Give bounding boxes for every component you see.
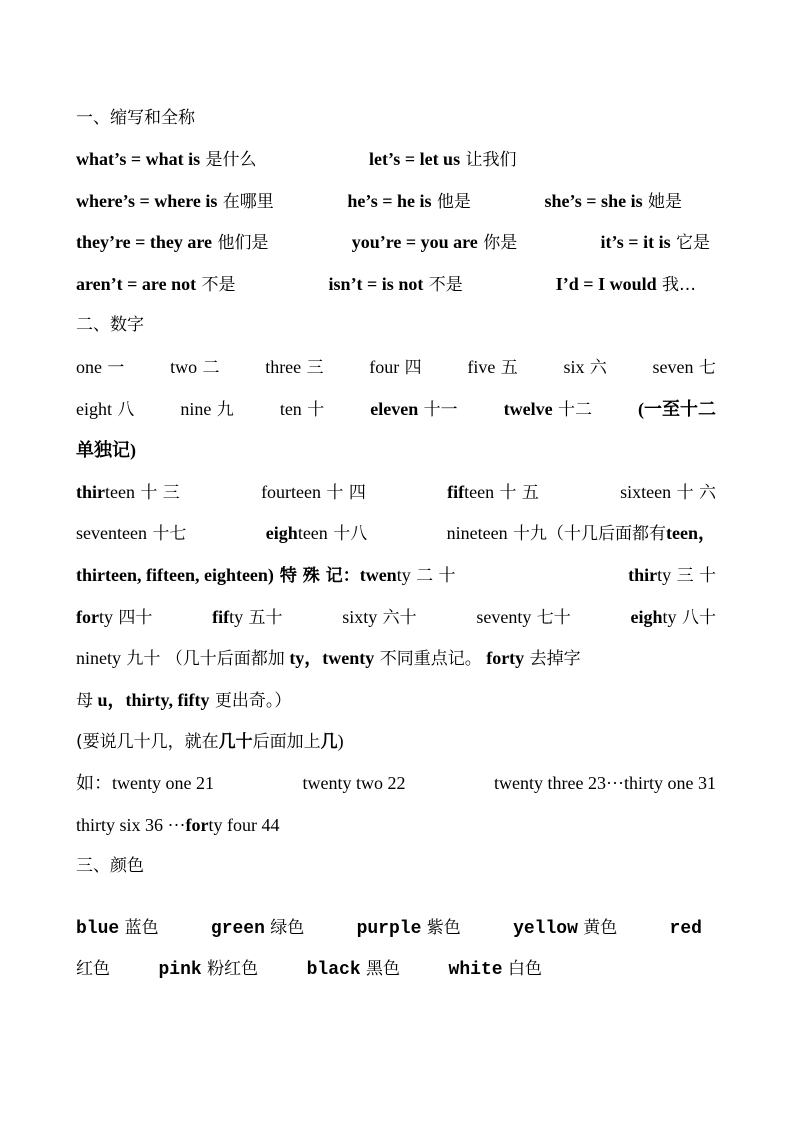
section-title-numbers (76, 313, 144, 337)
abbr-item: they’re = they are 他们是 (76, 232, 269, 253)
abbr-item: where’s = where is 在哪里 (76, 191, 274, 212)
section-title-colors (76, 854, 144, 878)
colors-row-1 (76, 915, 702, 941)
number-item: thirty 三 十 (628, 565, 716, 586)
number-item: seventeen 十七 (76, 523, 187, 544)
example-item: 如：twenty one 21 (76, 773, 214, 793)
number-item: sixty 六十 (342, 607, 417, 628)
number-item: seventy 七十 (476, 607, 571, 628)
special-note: thirteen, fifteen, eighteen) 特 殊 记：twenty 二 十 (76, 565, 456, 586)
example-item: twenty three 23···thirty one 31 (494, 773, 716, 793)
example-item: twenty two 22 (302, 773, 406, 793)
abbr-item: he’s = he is 他是 (347, 191, 471, 212)
number-note: (一至十二 (638, 399, 716, 419)
number-item: two 二 (170, 357, 220, 378)
numbers-row-9: (要说几十几，就在几十后面加上几) (76, 731, 344, 752)
numbers-row-4 (76, 521, 716, 546)
number-item: fifteen 十 五 (447, 482, 539, 503)
numbers-row-11: thirty six 36 ···forty four 44 (76, 815, 280, 835)
abbr-item: aren’t = are not 不是 (76, 274, 236, 295)
number-item: fourteen 十 四 (261, 482, 366, 503)
color-item: black 黑色 (306, 959, 401, 980)
number-item: fifty 五十 (212, 607, 283, 628)
color-item: pink 粉红色 (158, 959, 259, 980)
abbr-item: you’re = you are 你是 (351, 232, 518, 253)
number-item: seven 七 (652, 357, 716, 378)
section-2-title: 二、数字 (76, 315, 144, 335)
abbr-item: let’s = let us 让我们 (369, 149, 517, 170)
numbers-row-2-continued: 单独记) (76, 440, 136, 460)
abbr-item: isn’t = is not 不是 (328, 274, 463, 295)
abbr-row-4 (76, 272, 696, 297)
abbr-item: what’s = what is 是什么 (76, 149, 257, 170)
number-item: forty 四十 (76, 607, 153, 628)
numbers-row-10 (76, 771, 716, 795)
abbr-item: it’s = it is 它是 (600, 232, 710, 253)
number-item: sixteen 十 六 (620, 482, 716, 503)
number-item: thirteen 十 三 (76, 482, 180, 503)
number-item: twelve 十二 (503, 399, 592, 420)
color-item: green 绿色 (210, 918, 305, 939)
number-item: nineteen 十九（十几后面都有teen， (446, 523, 716, 544)
number-item: eighteen 十八 (265, 523, 368, 544)
number-item: five 五 (467, 357, 518, 378)
number-item: three 三 (265, 357, 324, 378)
colors-row-2 (76, 956, 542, 982)
abbr-item: I’d = I would 我… (555, 274, 696, 295)
numbers-row-1 (76, 355, 716, 380)
section-1-title: 一、缩写和全称 (76, 108, 195, 128)
number-item: eleven 十一 (370, 399, 458, 420)
section-3-title: 三、颜色 (76, 856, 144, 876)
number-item: four 四 (369, 357, 422, 378)
numbers-row-2 (76, 397, 716, 422)
abbr-row-3 (76, 230, 710, 255)
color-item: yellow 黄色 (513, 918, 618, 939)
numbers-row-7: ninety 九十 （几十后面都加 ty，twenty 不同重点记。 forty 去掉字 (76, 648, 581, 669)
numbers-row-3 (76, 480, 716, 505)
number-item: six 六 (563, 357, 607, 378)
section-title-abbreviations (76, 106, 195, 130)
abbr-item: she’s = she is 她是 (544, 191, 682, 212)
number-item: nine 九 (180, 399, 234, 420)
numbers-row-8: 母 u，thirty, fifty 更出奇。） (76, 690, 292, 711)
number-item: eighty 八十 (630, 607, 716, 628)
color-item: blue 蓝色 (76, 918, 159, 939)
numbers-row-5 (76, 563, 716, 588)
color-item: white 白色 (448, 959, 542, 980)
number-item: one 一 (76, 357, 125, 378)
numbers-row-6 (76, 605, 716, 630)
color-item: red (669, 919, 702, 939)
number-item: ten 十 (279, 399, 325, 420)
color-item: purple 紫色 (356, 918, 461, 939)
color-item: 红色 (76, 959, 110, 979)
number-item: eight 八 (76, 399, 135, 420)
abbr-row-2 (76, 189, 682, 214)
